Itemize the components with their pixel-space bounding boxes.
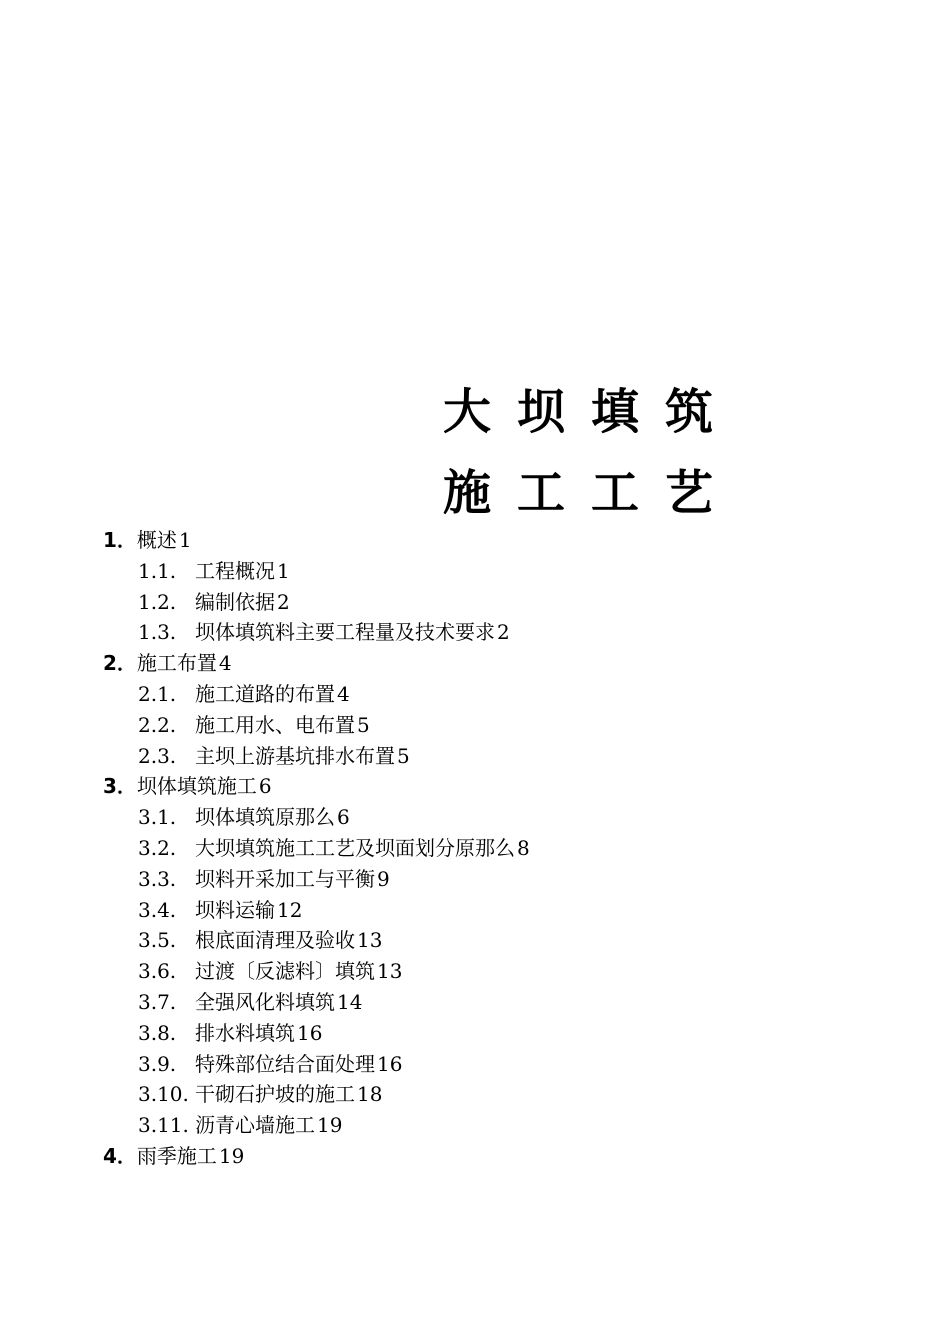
toc-entry-label: 大坝填筑施工工艺及坝面划分原那么: [195, 835, 515, 860]
toc-entry-number: 4．: [103, 1143, 137, 1168]
toc-entry[interactable]: [103, 833, 883, 864]
toc-entry-number: 3.11.: [138, 1113, 189, 1138]
toc-entry-page: 8: [517, 835, 530, 860]
toc-entry[interactable]: [103, 1141, 883, 1172]
toc-entry-page: 4: [218, 651, 232, 676]
toc-entry-number: 1．: [103, 528, 137, 552]
toc-entry[interactable]: [103, 1049, 883, 1080]
toc-entry-page: 14: [337, 989, 363, 1014]
toc-entry-page: 1: [277, 558, 290, 583]
toc-entry[interactable]: [103, 617, 883, 648]
toc-entry-label: 排水料填筑: [195, 1020, 295, 1045]
toc-entry[interactable]: [103, 925, 883, 956]
toc-entry[interactable]: [103, 864, 883, 895]
toc-entry-number: 3.8.: [138, 1020, 177, 1045]
toc-entry[interactable]: [103, 987, 883, 1018]
toc-entry-page: 16: [377, 1051, 403, 1076]
toc-entry-page: 1: [178, 528, 192, 552]
toc-entry[interactable]: [103, 741, 883, 772]
toc-entry[interactable]: [103, 802, 883, 833]
toc-entry-number: 1.3.: [138, 620, 177, 645]
toc-entry-number: 2．: [103, 651, 137, 676]
toc-entry-page: 9: [377, 866, 390, 891]
toc-entry-label: 概述: [136, 528, 177, 552]
toc-entry[interactable]: [103, 1110, 883, 1141]
toc-entry-number: 1.2.: [138, 589, 177, 614]
toc-entry-number: 3.5.: [138, 928, 177, 953]
toc-entry-page: 18: [357, 1082, 383, 1107]
toc-entry-label: 施工用水、电布置: [195, 712, 355, 737]
toc-entry-page: 19: [317, 1113, 343, 1138]
toc-entry-label: 过渡〔反滤料〕填筑: [195, 959, 375, 984]
toc-entry[interactable]: [103, 556, 883, 587]
toc-entry-page: 5: [397, 743, 410, 768]
toc-entry[interactable]: [103, 956, 883, 987]
toc-entry-page: 5: [357, 712, 370, 737]
toc-entry-label: 编制依据: [195, 589, 275, 614]
toc-entry-label: 坝体填筑施工: [136, 774, 257, 799]
toc-entry-number: 1.1.: [138, 558, 177, 583]
toc-entry-number: 3.9.: [138, 1051, 177, 1076]
toc-entry-label: 沥青心墙施工: [195, 1113, 315, 1138]
toc-entry-number: 3.4.: [138, 897, 177, 922]
toc-entry-number: 3.7.: [138, 989, 177, 1014]
toc-entry-label: 全强风化料填筑: [195, 989, 335, 1014]
toc-entry-label: 工程概况: [195, 558, 275, 583]
toc-entry-number: 3．: [103, 774, 137, 799]
toc-entry[interactable]: [103, 679, 883, 710]
toc-entry[interactable]: [103, 525, 883, 556]
document-title-line-2: 施工工艺: [443, 465, 740, 521]
toc-entry-label: 主坝上游基坑排水布置: [195, 743, 395, 768]
toc-entry-page: 12: [277, 897, 303, 922]
toc-entry-page: 19: [218, 1143, 245, 1168]
toc-entry-number: 3.2.: [138, 835, 177, 860]
toc-entry[interactable]: [103, 648, 883, 679]
toc-entry-page: 13: [377, 959, 403, 984]
toc-entry-number: 2.2.: [138, 712, 177, 737]
toc-entry[interactable]: [103, 587, 883, 618]
toc-entry-number: 3.6.: [138, 959, 177, 984]
toc-entry[interactable]: [103, 1079, 883, 1110]
toc-entry[interactable]: [103, 710, 883, 741]
toc-entry-label: 坝料运输: [195, 897, 275, 922]
toc-entry-page: 2: [497, 620, 510, 645]
toc-entry-page: 6: [258, 774, 272, 799]
toc-entry-page: 2: [277, 589, 290, 614]
toc-entry-label: 雨季施工: [136, 1143, 217, 1168]
toc-entry-page: 6: [337, 805, 350, 830]
toc-entry[interactable]: [103, 771, 883, 802]
toc-entry-label: 特殊部位结合面处理: [195, 1051, 375, 1076]
toc-entry-label: 坝料开采加工与平衡: [195, 866, 375, 891]
toc-entry-number: 3.10.: [138, 1082, 189, 1107]
document-title-line-1: 大坝填筑: [443, 384, 740, 440]
toc-entry-page: 13: [357, 928, 383, 953]
toc-entry-label: 施工道路的布置: [195, 681, 335, 706]
toc-entry-label: 干砌石护坡的施工: [195, 1082, 355, 1107]
toc-entry-page: 4: [337, 681, 350, 706]
toc-entry[interactable]: [103, 895, 883, 926]
toc-entry-number: 3.3.: [138, 866, 177, 891]
toc-entry-number: 2.1.: [138, 681, 177, 706]
toc-entry-label: 施工布置: [136, 651, 217, 676]
toc-entry-label: 坝体填筑原那么: [195, 805, 335, 830]
toc-entry-page: 16: [297, 1020, 323, 1045]
toc-entry-label: 根底面清理及验收: [195, 928, 355, 953]
toc-entry-number: 3.1.: [138, 805, 177, 830]
toc-entry-label: 坝体填筑料主要工程量及技术要求: [195, 620, 495, 645]
toc-entry[interactable]: [103, 1018, 883, 1049]
table-of-contents: [103, 525, 883, 1172]
toc-entry-number: 2.3.: [138, 743, 177, 768]
